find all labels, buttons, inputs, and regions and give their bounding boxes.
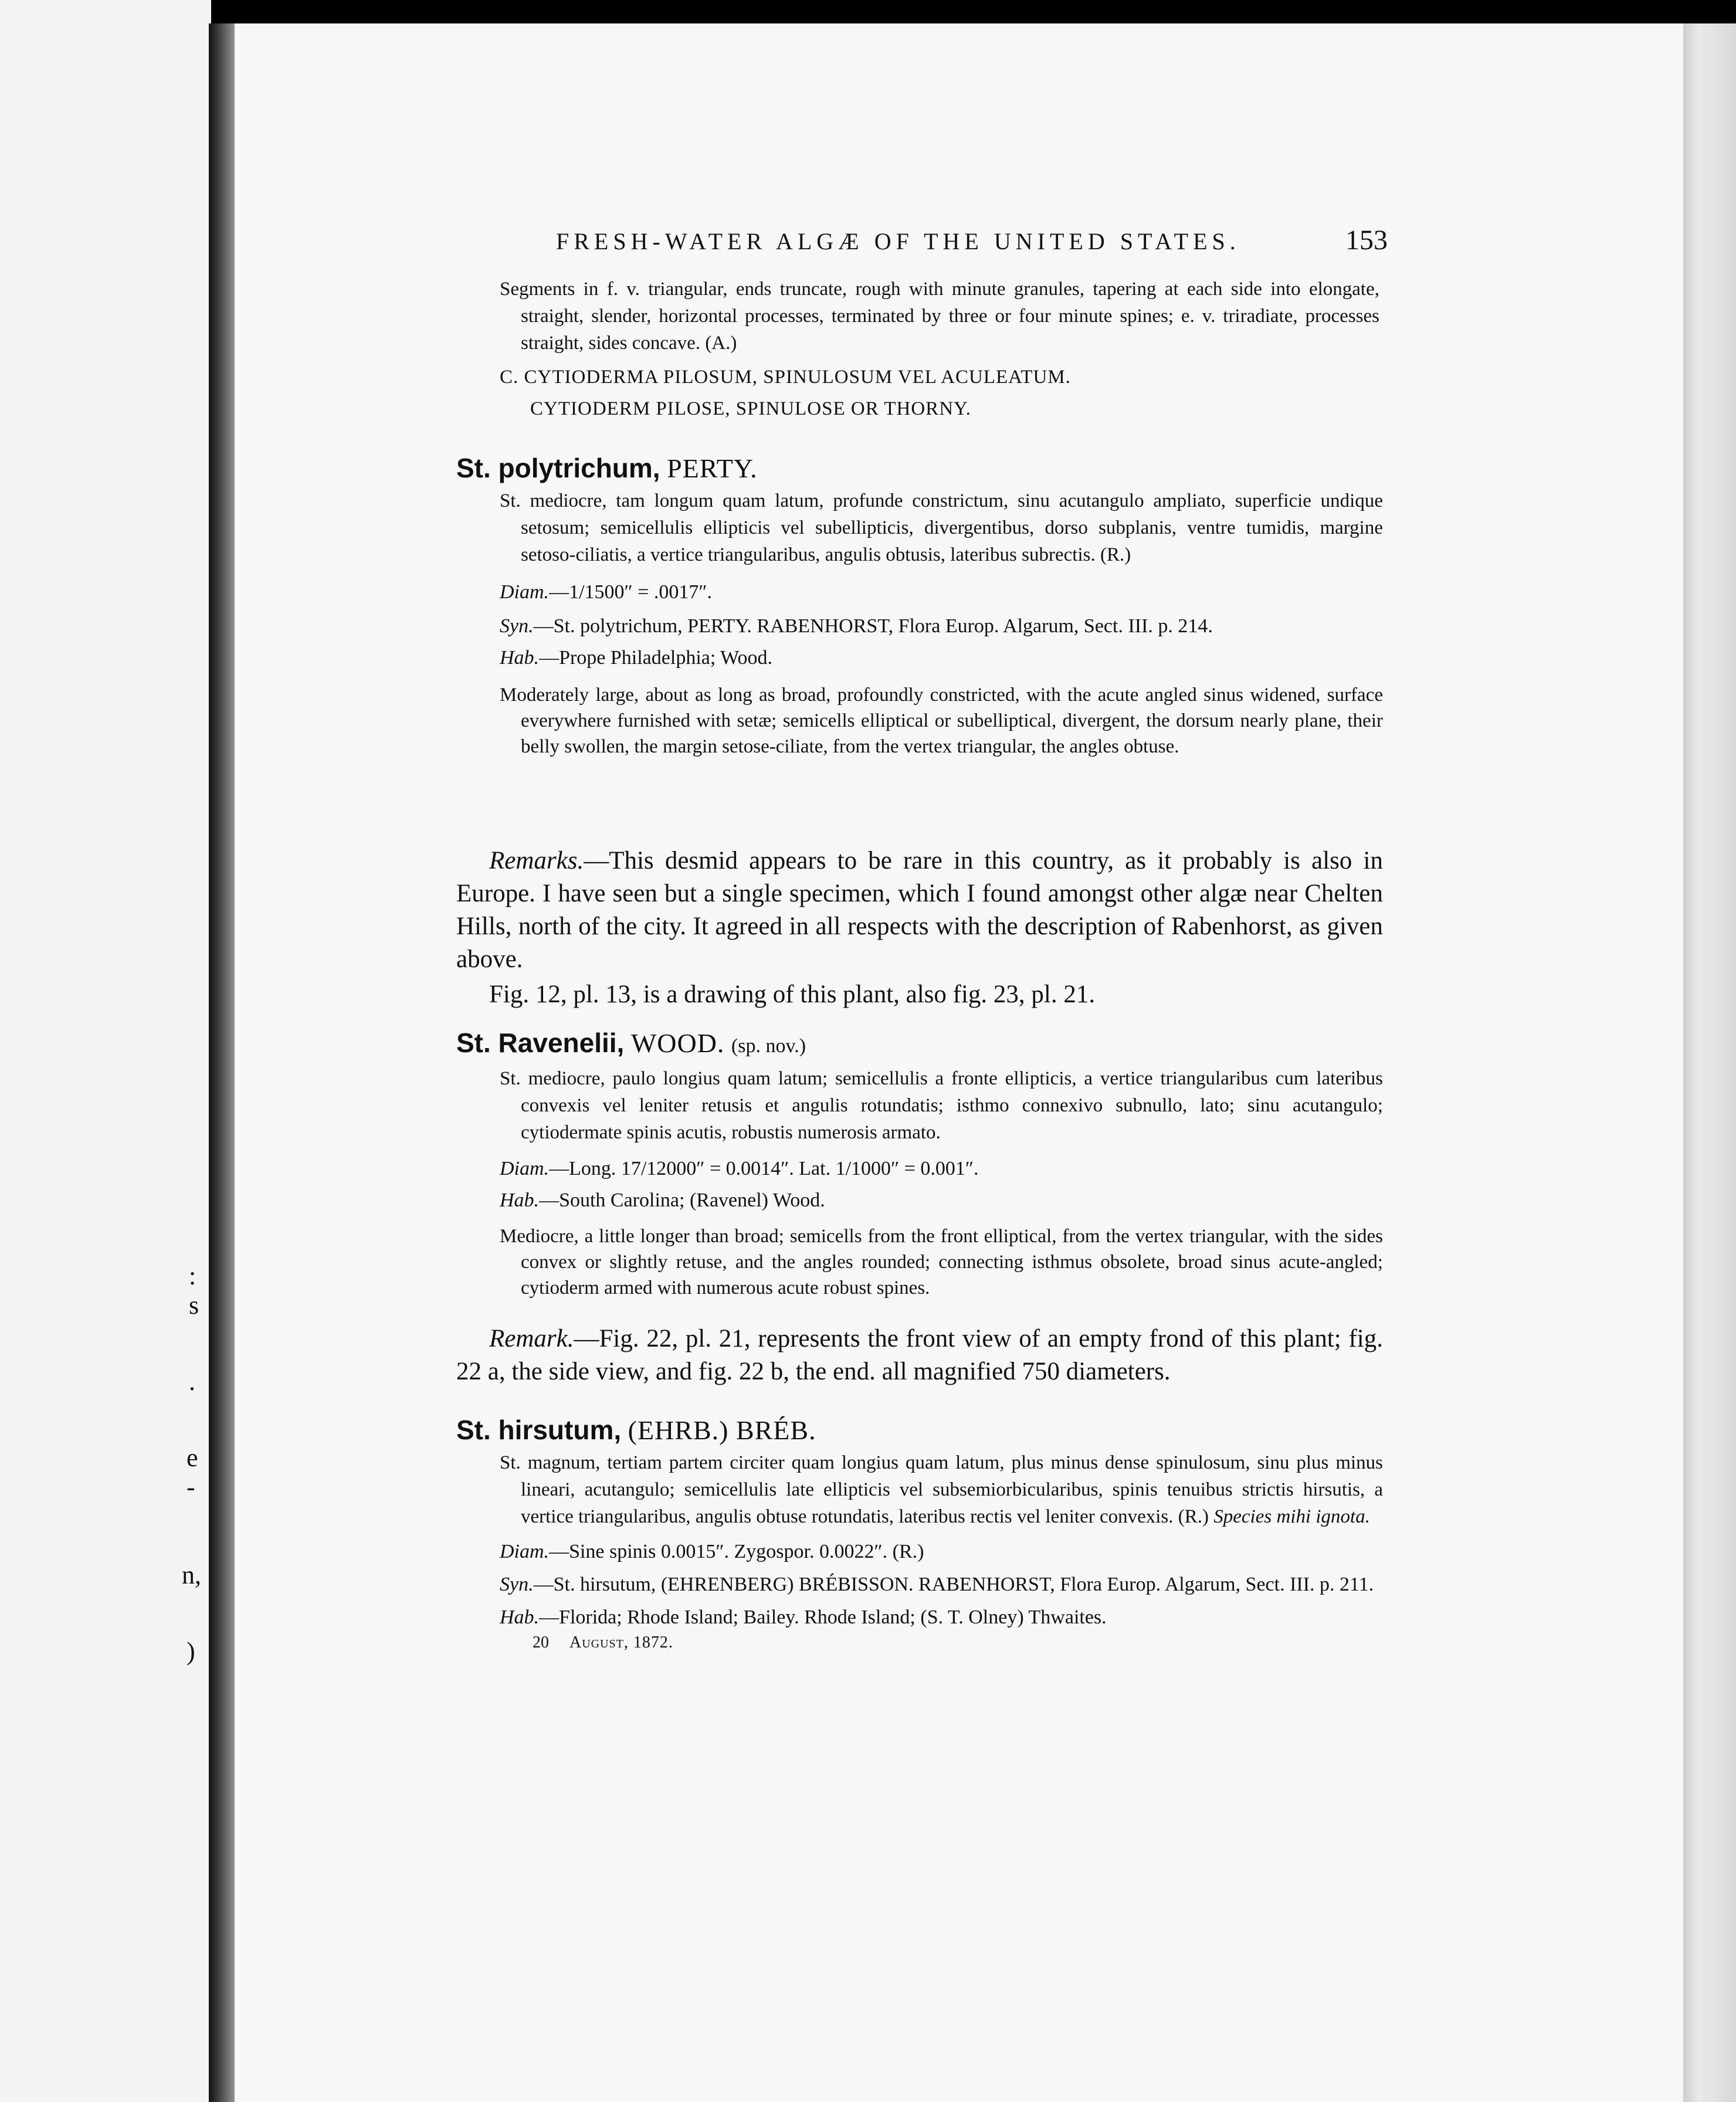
english-description: Mediocre, a little longer than broad; semicells from the front elliptical, from the vertex triangular, with the sides convex or slightly retuse, and the angles rounded; connecting isthmus obsolete, broad sinus acute-angled; cytioderm armed with numerous acute robust spines. [500,1226,1383,1299]
remark-label: Remark. [489,1325,574,1352]
signature-mark: 20 [533,1633,549,1652]
page-edge [1683,23,1736,2102]
remark-ravenelii [456,1323,1383,1388]
habitat-line [500,1604,1383,1631]
synonym-line [500,1571,1383,1598]
diam-label: Diam. [500,1158,550,1179]
syn-text: —St. polytrichum, PERTY. RABENHORST, Flora Europ. Algarum, Sect. III. p. 214. [533,615,1213,637]
synonym-line [500,613,1383,640]
habitat-line [500,645,1383,672]
page-number: 153 [1345,225,1388,256]
figure-reference: Fig. 12, pl. 13, is a drawing of this plant, also fig. 23, pl. 21. [489,981,1096,1008]
latin-text: St. magnum, tertiam partem circiter quam longius quam latum, plus minus dense spinulosum, sinu plus minus lineari, acutangulo; semicellulis late ellipticis vel subsemiorbicularibus, spinis tenuibus strictis hirsutis, a vertice triangularibus, angulis obtuse rotundatis, lateribus rectis vel leniter convexis. (R.) [500,1452,1383,1527]
section-heading-english: CYTIODERM PILOSE, SPINULOSE OR THORNY. [530,398,971,419]
book-gutter [209,23,236,2102]
left-page-fragment: s [189,1291,199,1320]
publication-date: August, 1872. [569,1633,673,1652]
species-heading [456,1413,1383,1447]
remarks-text: —This desmid appears to be rare in this country, as it probably is also in Europe. I have seen but a single specimen, which I found amongst other algæ near Chelten Hills, north of the city. It agreed in all respects with the description of Rabenhorst, as given above. [456,847,1383,973]
hab-text: —Prope Philadelphia; Wood. [539,647,773,669]
remarks-label: Remarks. [489,847,584,874]
remarks-polytrichum [456,845,1383,1011]
english-description: Moderately large, about as long as broad, profoundly constricted, with the acute angled sinus widened, surface everywhere furnished with setæ; semicells elliptical or subelliptical, divergent, the dorsum nearly plane, their belly swollen, the margin setose-ciliate, from the vertex triangular, the angles obtuse. [500,684,1383,757]
diameter-line [500,579,1383,606]
remarks-paragraph [456,845,1383,976]
latin-description: St. mediocre, tam longum quam latum, profunde constrictum, sinu acutangulo ampliato, superficie undique setosum; semicellulis ellipticis vel subellipticis, divergentibus, dorso subplanis, ventre tumidis, margine setoso-ciliatis, a vertice triangularibus, angulis obtusis, lateribus subrectis. (R.) [500,490,1383,565]
diameter-line [500,1155,1383,1182]
left-page-fragment: n, [182,1561,201,1589]
left-page-fragment: : [189,1262,196,1290]
footer [533,1633,1383,1652]
species-heading [456,1026,1383,1063]
hab-label: Hab. [500,1189,540,1211]
habitat-line [500,1187,1383,1214]
syn-label: Syn. [500,615,534,637]
species-heading [456,452,1383,485]
species-name: St. hirsutum, [456,1415,622,1445]
hab-text: —Florida; Rhode Island; Bailey. Rhode Island; (S. T. Olney) Thwaites. [539,1606,1107,1628]
syn-text: —St. hirsutum, (EHRENBERG) BRÉBISSON. RABENHORST, Flora Europ. Algarum, Sect. III. p. 211. [533,1574,1374,1595]
intro-block [500,276,1379,422]
left-page-fragment: - [187,1473,195,1501]
left-page-fragment: . [189,1367,195,1396]
diameter-line [500,1538,1383,1565]
species-name: St. Ravenelii, [456,1028,625,1058]
hab-label: Hab. [500,647,540,669]
diam-value: —1/1500″ = .0017″. [549,581,713,603]
latin-description: St. mediocre, paulo longius quam latum; semicellulis a fronte ellipticis, a vertice triangularibus cum lateribus convexis vel leniter retusis et angulis rotundatis; isthmo connexivo subnullo, lato; sinu acutangulo; cytiodermate spinis acutis, robustis numerosis armato. [500,1068,1383,1143]
species-note: (sp. nov.) [731,1035,806,1057]
species-authority: (EHRB.) BRÉB. [628,1415,816,1445]
species-polytrichum [456,452,1383,760]
species-hirsutum [456,1413,1383,1652]
latin-note: Species mihi ignota. [1213,1506,1370,1527]
species-authority: WOOD. [630,1028,725,1058]
remark-text: —Fig. 22, pl. 21, represents the front view of an empty frond of this plant; fig. 22 a, the side view, and fig. 22 b, the end. all magnified 750 diameters. [456,1325,1383,1385]
species-name: St. polytrichum, [456,453,660,483]
species-authority: PERTY. [667,453,758,483]
left-page-fragment: ) [187,1637,195,1666]
left-page-fragment: e [187,1443,198,1472]
hab-text: —South Carolina; (Ravenel) Wood. [539,1189,825,1211]
diam-label: Diam. [500,1541,550,1562]
left-page-edge [0,0,211,2102]
remark-paragraph [456,1323,1383,1388]
hab-label: Hab. [500,1606,540,1628]
syn-label: Syn. [500,1574,534,1595]
diam-label: Diam. [500,581,550,603]
segments-description: Segments in f. v. triangular, ends truncate, rough with minute granules, tapering at each side into elongate, straight, slender, horizontal processes, terminated by three or four minute spines; e. v. triradiate, processes straight, sides concave. (A.) [500,279,1379,354]
running-title: FRESH-WATER ALGÆ OF THE UNITED STATES. [556,228,1240,255]
diam-value: —Long. 17/12000″ = 0.0014″. Lat. 1/1000″ = 0.001″. [549,1158,979,1179]
diam-value: —Sine spinis 0.0015″. Zygospor. 0.0022″. (R.) [549,1541,924,1562]
section-heading-latin: C. CYTIODERMA PILOSUM, SPINULOSUM VEL ACULEATUM. [500,367,1071,388]
running-header [556,224,1388,259]
latin-description [500,1449,1383,1530]
species-ravenelii [456,1026,1383,1301]
